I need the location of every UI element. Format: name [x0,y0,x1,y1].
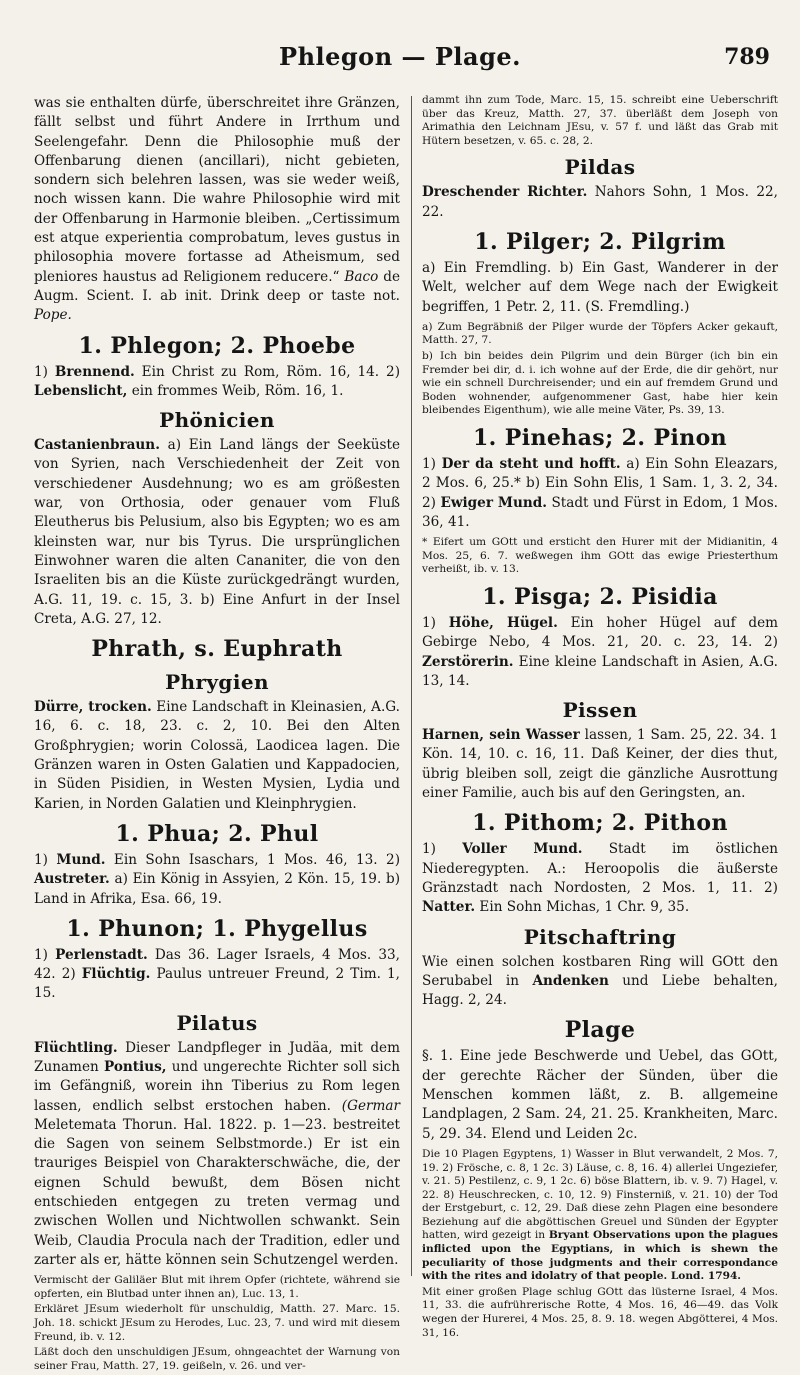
entry-heading-pilatus: Pilatus [176,1010,258,1035]
entry-heading-phua: 1. Phua; 2. Phul [115,820,319,847]
footnote-pilatus-1: Vermischt der Galiläer Blut mit ihrem Opfer (richtete, während sie opferten, ein Blutbad unter ihnen an), Luc. 13, 1. [34,1274,400,1300]
entry-heading-phlegon: 1. Phlegon; 2. Phoebe [78,332,356,359]
page-header [0,42,800,78]
entry-heading-phrygien: Phrygien [165,670,269,695]
footnote-pilger-a: a) Zum Begräbniß der Pilger wurde der Töpfers Acker gekauft, Matth. 27, 7. [422,320,778,347]
entry-body-phua: 1) Mund. Ein Sohn Isaschars, 1 Mos. 46, 13. 2) Austreter. a) Ein König in Assyien, 2 Kön. 15, 19. b) Land in Afrika, Esa. 66, 19. [34,851,400,907]
entry-heading-pissen: Pissen [562,698,638,723]
entry-body-phlegon: 1) Brennend. Ein Christ zu Rom, Röm. 16, 14. 2) Lebenslicht, ein frommes Weib, Röm. 16, 1. [34,363,400,399]
entry-heading-pithom: 1. Pithom; 2. Pithon [472,810,728,837]
entry-heading-phoenicien: Phönicien [159,408,275,433]
entry-heading-pisga: 1. Pisga; 2. Pisidia [482,583,718,610]
footnote-pilatus-2: Erkläret JEsum wiederholt für unschuldig, Matth. 27. Marc. 15. Joh. 18. schickt JEsum zu Herodes, Luc. 23, 7. und wird mit diesem Freund, ib. v. 12. [34,1303,400,1343]
footnote-pilatus-continued: dammt ihn zum Tode, Marc. 15, 15. schreibt eine Ueberschrift über das Kreuz, Matth. 27, 37. überläßt dem Joseph von Arimathia den Leichnam JEsu, v. 57 f. und läßt das Grab mit Hütern besetzen, v. 65. c. 28, 2. [422,94,778,147]
footnote-pinehas: * Eifert um GOtt und ersticht den Hurer mit der Midianitin, 4 Mos. 25, 6. 7. weßwegen ihm GOtt das ewige Priesterthum verheißt, ib. v. 13. [422,536,778,576]
entry-heading-phrath: Phrath, s. Euphrath [91,636,343,663]
left-column [34,94,400,1375]
entry-body-phrygien: Dürre, trocken. Eine Landschaft in Kleinasien, A.G. 16, 6. c. 18, 23. c. 2, 10. Bei den Alten Großphrygien; worin Colossä, Laodicea lagen. Die Gränzen waren in Osten Galatien und Kappadocien, in Süden Pisidien, in Westen Mysien, Lydia und Karien, in Norden Galatien und Kleinphrygien. [34,699,400,812]
right-column [422,94,778,1342]
entry-heading-pilger: 1. Pilger; 2. Pilgrim [474,228,726,255]
entry-body-pissen: Harnen, sein Wasser lassen, 1 Sam. 25, 22. 34. 1 Kön. 14, 10. c. 16, 11. Daß Keiner, der dies thut, übrig bleiben soll, zeigt die gänzliche Ausrottung einer Familie, auch bis auf den Geringsten, an. [422,727,778,802]
entry-body-pitschaftring: Wie einen solchen kostbaren Ring will GOtt den Serubabel in Andenken und Liebe behalten, Hagg. 2, 24. [422,953,778,1009]
entry-body-phunon: 1) Perlenstadt. Das 36. Lager Israels, 4 Mos. 33, 42. 2) Flüchtig. Paulus untreuer Freund, 2 Tim. 1, 15. [34,946,400,1002]
entry-body-pildas: Dreschender Richter. Nahors Sohn, 1 Mos. 22, 22. [422,184,778,220]
entry-body-pisga: 1) Höhe, Hügel. Ein hoher Hügel auf dem Gebirge Nebo, 4 Mos. 21, 20. c. 23, 14. 2) Zerstörerin. Eine kleine Landschaft in Asien, A.G. 13, 14. [422,614,779,689]
entry-body-plage: §. 1. Eine jede Beschwerde und Uebel, das GOtt, der gerechte Rächer der Sünden, über die Menschen kommen läßt, z. B. allgemeine Landplagen, 2 Sam. 24, 21. 25. Krankheiten, Marc. 5, 29. 34. Elend und Leiden 2c. [422,1048,778,1142]
running-title: Phlegon — Plage. [279,42,521,71]
entry-heading-plage: Plage [564,1017,636,1044]
entry-body-phoenicien: Castanienbraun. a) Ein Land längs der Seeküste von Syrien, nach Verschiedenheit der Zeit von verschiedener Ausdehnung; wo es am größesten war, von Orthosia, oder genauer vom Fluß Eleutherus bis Pelusium, also bis Egypten; wo es am kleinsten war, nur bis Tyrus. Die ursprünglichen Einwohner waren die alten Cananiter, die von den Israeliten bis an die Küste zurückgedrängt wurden, A.G. 11, 19. c. 15, 3. b) Eine Anfurt in der Insel Creta, A.G. 27, 12. [34,437,401,627]
entry-heading-pinehas: 1. Pinehas; 2. Pinon [472,425,728,452]
entry-heading-pildas: Pildas [564,155,636,180]
footnote-plage-1: Die 10 Plagen Egyptens, 1) Wasser in Blut verwandelt, 2 Mos. 7, 19. 2) Frösche, c. 8, 1 2c. 3) Läuse, c. 8, 16. 4) allerlei Ungeziefer, v. 21. 5) Pestilenz, c. 9, 1 2c. 6) böse Blattern, ib. v. 9. 7) Hagel, v. 22. 8) Heuschrecken, c. 10, 12. 9) Finsterniß, v. 21. 10) der Tod der Erstgeburt, c. 12, 29. Daß diese zehn Plagen eine besondere Beziehung auf die abgöttischen Greuel und Sünden der Egypter hatten, wird gezeigt in Bryant Observations upon the plagues inflicted upon the Egyptians, in which is shewn the peculiarity of those judgments and their correspondance with the rites and idolatry of that people. Lond. 1794. [422,1147,778,1283]
entry-body-pilatus: Flüchtling. Dieser Landpfleger in Judäa, mit dem Zunamen Pontius, und ungerechte Richter soll sich im Gefängniß, worein ihn Tiberius zu Rom legen lassen, endlich selbst erstochen haben. (Germar Meletemata Thorun. Hal. 1822. p. 1—23. bestreitet die Sagen von seinem Selbstmorde.) Er ist ein trauriges Beispiel von Charakterschwäche, die, der eignen Schuld bewußt, dem Bösen nicht entschieden entgegen zu treten vermag und zwischen Wollen und Nichtwollen schwankt. Sein Weib, Claudia Procula nach der Tradition, edler und zarter als er, hätte können sein Schutzengel werden. [34,1039,400,1268]
footnote-plage-2: Mit einer großen Plage schlug GOtt das lüsterne Israel, 4 Mos. 11, 33. die aufrührerische Rotte, 4 Mos. 16, 46—49. das Volk wegen der Hurerei, 4 Mos. 25, 8. 9. 18. wegen Abgötterei, 4 Mos. 31, 16. [422,1285,778,1339]
entry-body-pinehas: 1) Der da steht und hofft. a) Ein Sohn Eleazars, 2 Mos. 6, 25.* b) Ein Sohn Elis, 1 Sam. 1, 3. 2, 34. 2) Ewiger Mund. Stadt und Fürst in Edom, 1 Mos. 36, 41. [422,456,779,530]
footnote-pilatus-3: Läßt doch den unschuldigen JEsum, ohngeachtet der Warnung von seiner Frau, Matth. 27, 19. geißeln, v. 26. und ver- [34,1346,400,1372]
column-divider [411,96,412,1276]
philosophy-paragraph: was sie enthalten dürfe, überschreitet ihre Gränzen, fällt selbst und führt Andere in Irrthum und Seelengefahr. Denn die Philosophie muß der Offenbarung dienen (ancillari), nicht gebieten, sondern sich belehren lassen, was sie weder weiß, noch wissen kann. Die wahre Philosophie wird mit der Offenbarung in Harmonie bleiben. „Certissimum est atque experientia comprobatum, leves gustus in philosophia movere fortasse ad Atheismum, sed pleniores haustus ad Religionem reducere.“ Baco de Augm. Scient. I. ab init. Drink deep or taste not. Pope. [34,95,400,324]
page-number: 789 [724,44,770,70]
entry-heading-pitschaftring: Pitschaftring [523,924,677,949]
entry-heading-phunon: 1. Phunon; 1. Phygellus [66,915,368,942]
entry-body-pilger: a) Ein Fremdling. b) Ein Gast, Wanderer in der Welt, welcher auf dem Wege nach der Ewigkeit begriffen, 1 Petr. 2, 11. (S. Fremdling.) [422,259,778,315]
entry-body-pithom: 1) Voller Mund. Stadt im östlichen Niederegypten. A.: Heroopolis die äußerste Gränzstadt nach Nordosten, 2 Mos. 1, 11. 2) Natter. Ein Sohn Michas, 1 Chr. 9, 35. [422,841,778,916]
footnote-pilger-b: b) Ich bin beides dein Pilgrim und dein Bürger (ich bin ein Fremder bei dir, d. i. ich wohne auf der Erde, die dir gehört, nur wie ein schnell Durchreisender; und ein auf fremdem Grund und Boden wohnender, aufgenommener Gast, habe hier kein bleibendes Eigenthum), wie alle meine Väter, Ps. 39, 13. [422,350,778,417]
